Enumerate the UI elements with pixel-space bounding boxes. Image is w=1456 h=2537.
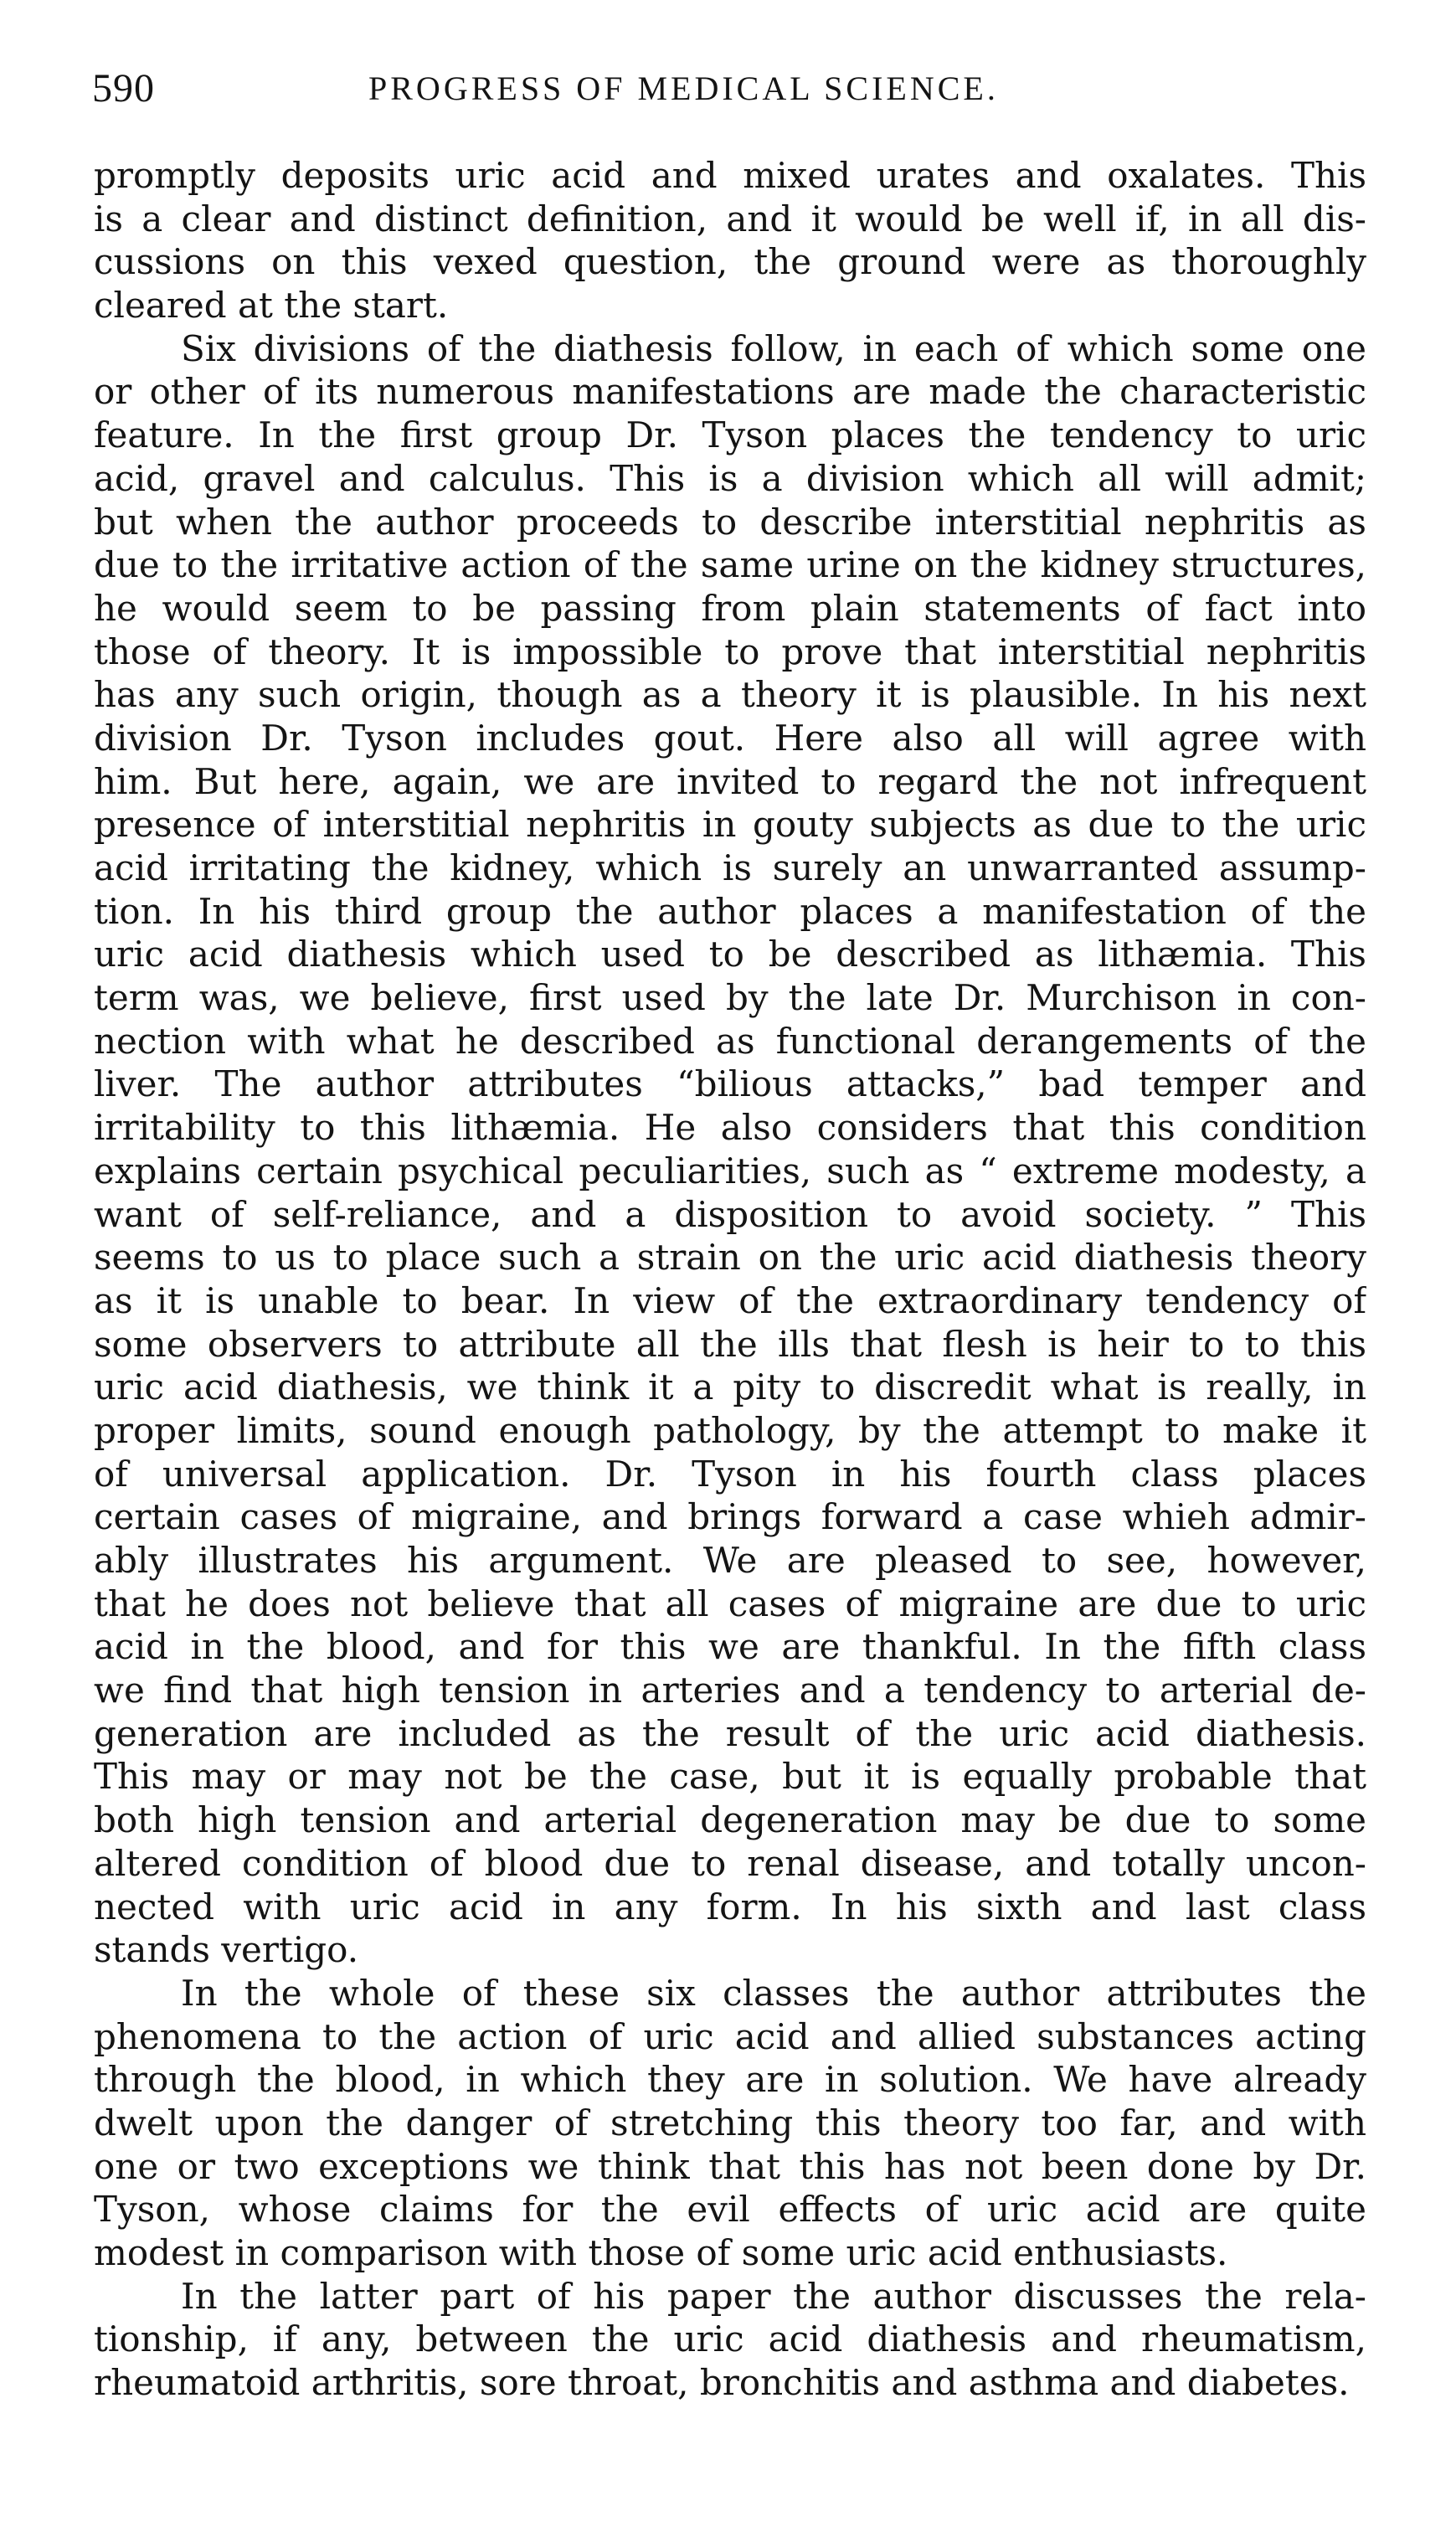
text-line: This may or may not be the case, but it is equally probable that bbox=[94, 1756, 1366, 1798]
text-line: Tyson, whose claims for the evil effects of uric acid are quite bbox=[94, 2189, 1366, 2231]
text-line: seems to us to place such a strain on the uric acid diathesis theory bbox=[94, 1237, 1366, 1279]
text-line: want of self-reliance, and a disposition to avoid society. ” This bbox=[94, 1193, 1366, 1235]
paragraph bbox=[94, 2275, 1366, 2405]
text-line: In the whole of these six classes the author attributes the bbox=[181, 1972, 1366, 2014]
text-line: through the blood, in which they are in solution. We have already bbox=[94, 2059, 1366, 2101]
text-line: or other of its numerous manifestations are made the characteristic bbox=[94, 371, 1366, 413]
text-line: has any such origin, though as a theory it is plausible. In his next bbox=[94, 674, 1366, 716]
text-line: of universal application. Dr. Tyson in his fourth class places bbox=[94, 1453, 1366, 1495]
page-number: 590 bbox=[92, 66, 155, 111]
text-line: uric acid diathesis which used to be described as lithæmia. This bbox=[94, 934, 1366, 975]
text-line: explains certain psychical peculiarities, such as “ extreme modesty, a bbox=[94, 1150, 1366, 1191]
paragraph bbox=[94, 154, 1366, 327]
text-line: we find that high tension in arteries and a tendency to arterial de- bbox=[94, 1670, 1366, 1711]
running-head bbox=[92, 65, 1365, 132]
text-line: term was, we believe, first used by the late Dr. Murchison in con- bbox=[94, 977, 1366, 1019]
text-line: but when the author proceeds to describe interstitial nephritis as bbox=[94, 501, 1366, 543]
text-line: some observers to attribute all the ills that flesh is heir to to this bbox=[94, 1323, 1366, 1365]
text-line: dwelt upon the danger of stretching this theory too far, and with bbox=[94, 2102, 1366, 2143]
text-line: rheumatoid arthritis, sore throat, bronchitis and asthma and diabetes. bbox=[94, 2362, 1350, 2404]
text-line: ably illustrates his argument. We are pleased to see, however, bbox=[94, 1540, 1366, 1581]
text-line: Six divisions of the diathesis follow, in each of which some one bbox=[181, 327, 1366, 369]
running-title: PROGRESS OF MEDICAL SCIENCE. bbox=[368, 69, 999, 107]
text-line: him. But here, again, we are invited to regard the not infrequent bbox=[94, 760, 1366, 802]
text-line: that he does not believe that all cases of migraine are due to uric bbox=[94, 1582, 1366, 1624]
text-line: promptly deposits uric acid and mixed urates and oxalates. This bbox=[94, 155, 1366, 196]
paragraph bbox=[94, 327, 1366, 1972]
text-line: uric acid diathesis, we think it a pity to discredit what is really, in bbox=[94, 1366, 1366, 1408]
text-line: liver. The author attributes “bilious attacks,” bad temper and bbox=[94, 1063, 1366, 1105]
paragraph bbox=[94, 1972, 1366, 2275]
text-line: acid irritating the kidney, which is surely an unwarranted assump- bbox=[94, 847, 1366, 888]
text-line: altered condition of blood due to renal disease, and totally uncon- bbox=[94, 1842, 1366, 1884]
text-line: tion. In his third group the author places a manifestation of the bbox=[94, 890, 1366, 932]
text-line: division Dr. Tyson includes gout. Here also all will agree with bbox=[94, 717, 1366, 759]
text-line: nected with uric acid in any form. In his sixth and last class bbox=[94, 1886, 1366, 1927]
text-line: generation are included as the result of the uric acid diathesis. bbox=[94, 1712, 1366, 1754]
text-line: presence of interstitial nephritis in gouty subjects as due to the uric bbox=[94, 804, 1366, 846]
text-line: those of theory. It is impossible to prove that interstitial nephritis bbox=[94, 630, 1366, 672]
text-line: acid, gravel and calculus. This is a division which all will admit; bbox=[94, 457, 1366, 499]
text-line: cussions on this vexed question, the ground were as thoroughly bbox=[94, 241, 1366, 283]
text-line: is a clear and distinct definition, and it would be well if, in all dis- bbox=[94, 198, 1366, 239]
text-line: due to the irritative action of the same urine on the kidney structures, bbox=[94, 544, 1366, 586]
text-line: he would seem to be passing from plain statements of fact into bbox=[94, 587, 1366, 629]
text-line: modest in comparison with those of some uric acid enthusiasts. bbox=[94, 2232, 1228, 2273]
text-line: both high tension and arterial degeneration may be due to some bbox=[94, 1799, 1366, 1841]
text-line: cleared at the start. bbox=[94, 285, 449, 327]
text-line: tionship, if any, between the uric acid diathesis and rheumatism, bbox=[94, 2318, 1366, 2360]
text-line: phenomena to the action of uric acid and allied substances acting bbox=[94, 2015, 1366, 2057]
text-line: acid in the blood, and for this we are thankful. In the fifth class bbox=[94, 1626, 1366, 1668]
text-line: nection with what he described as functional derangements of the bbox=[94, 1020, 1366, 1062]
text-line: proper limits, sound enough pathology, by the attempt to make it bbox=[94, 1409, 1366, 1451]
text-line: certain cases of migraine, and brings forward a case whieh admir- bbox=[94, 1496, 1366, 1538]
text-line: as it is unable to bear. In view of the extraordinary tendency of bbox=[94, 1279, 1366, 1321]
text-line: In the latter part of his paper the author discusses the rela- bbox=[181, 2275, 1366, 2317]
body-text bbox=[94, 154, 1366, 2405]
text-line: one or two exceptions we think that this has not been done by Dr. bbox=[94, 2145, 1366, 2187]
text-line: feature. In the first group Dr. Tyson places the tendency to uric bbox=[94, 414, 1366, 456]
text-line: stands vertigo. bbox=[94, 1929, 359, 1971]
text-line: irritability to this lithæmia. He also considers that this condition bbox=[94, 1107, 1366, 1149]
